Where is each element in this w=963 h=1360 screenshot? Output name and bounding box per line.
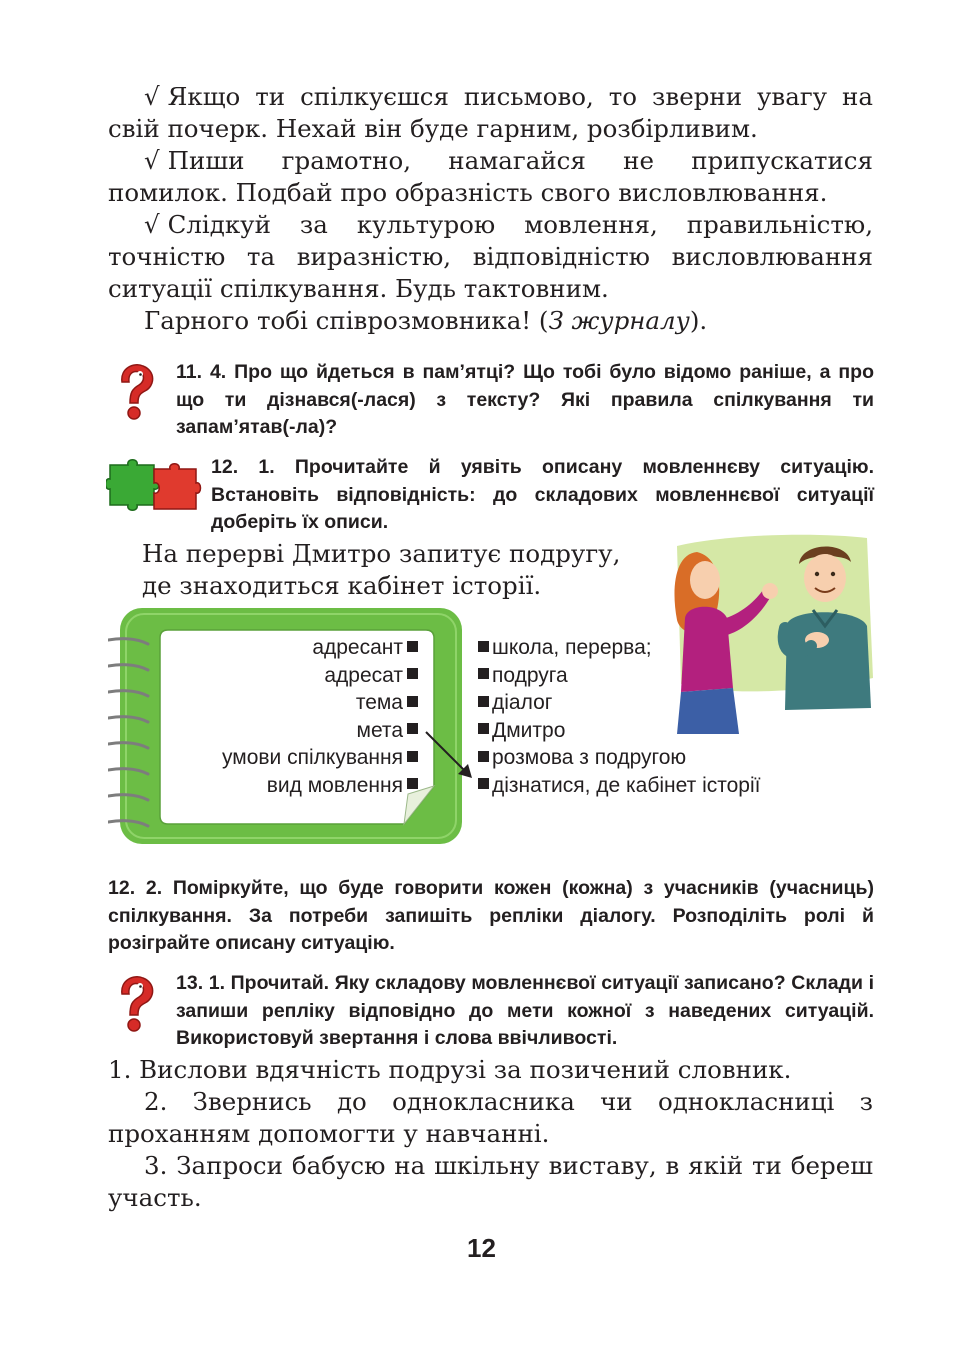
puzzle-icon xyxy=(106,455,202,515)
bullet-square xyxy=(407,751,418,762)
bullet-square xyxy=(478,696,489,707)
matching-description: розмова з подругою xyxy=(478,744,778,772)
bullet-square xyxy=(407,723,418,734)
bullet-square xyxy=(478,641,489,652)
matching-term: мета xyxy=(160,717,418,745)
matching-term: адресант xyxy=(160,634,418,662)
question-mark-icon xyxy=(110,972,166,1034)
check-mark: √ xyxy=(144,146,160,175)
page-number: 12 xyxy=(467,1233,496,1263)
matching-term: адресат xyxy=(160,662,418,690)
matching-term: умови спілкування xyxy=(160,744,418,772)
bullet-square xyxy=(478,723,489,734)
matching-description: подруга xyxy=(478,662,778,690)
matching-right-column xyxy=(478,634,778,799)
source-citation: З журналу xyxy=(548,306,690,335)
task-12-2: 12. 2. Поміркуйте, що буде говорити кожен (кожна) з учасників (учасниць) спілкування. За потреби запишіть репліки діалогу. Розподіліть ролі й розіграйте описану ситуацію. xyxy=(108,877,874,954)
task-12-1: 12. 1. Прочитайте й уявіть описану мовленнєву ситуацію. Встановіть відповідність: до складових мовленнєвої ситуації доберіть їх описи. xyxy=(211,456,874,533)
list-item-3: 3. Запроси бабусю на шкільну виставу, в якій ти береш участь. xyxy=(108,1151,873,1212)
check-mark: √ xyxy=(144,82,160,111)
matching-description: діалог xyxy=(478,689,778,717)
list-item-2: 2. Звернись до однокласника чи однокласниці з проханням допомогти у навчанні. xyxy=(108,1087,873,1148)
task-13-1: 13. 1. Прочитай. Яку складову мовленнєвої ситуації записано? Склади і запиши репліку відповідно до мети кожної з наведених ситуацій. Використовуй звертання і слова ввічливості. xyxy=(176,972,874,1049)
question-mark-icon xyxy=(110,360,166,422)
intro-paragraph-3: √ Слідкуй за культурою мовлення, правильністю, точністю та виразністю, відповідністю висловлювання ситуації спілкування. Будь тактовним. xyxy=(108,210,873,303)
matching-arrow-icon xyxy=(424,730,476,782)
matching-description: школа, перерва; xyxy=(478,634,778,662)
matching-description: дізнатися, де кабінет історії xyxy=(478,772,778,800)
bullet-square xyxy=(407,696,418,707)
bullet-square xyxy=(478,668,489,679)
intro-paragraph-4: Гарного тобі співрозмовника! (З журналу). xyxy=(144,306,708,335)
intro-paragraph-1: √ Якщо ти спілкуєшся письмово, то зверни увагу на свій почерк. Нехай він буде гарним, розбірливим. xyxy=(108,82,873,143)
bullet-square xyxy=(407,668,418,679)
situation-line-1: На перерві Дмитро запитує подругу, xyxy=(142,539,621,568)
bullet-square xyxy=(407,641,418,652)
situation-line-2: де знаходиться кабінет історії. xyxy=(142,571,542,600)
matching-term: вид мовлення xyxy=(160,772,418,800)
matching-description: Дмитро xyxy=(478,717,778,745)
bullet-square xyxy=(407,778,418,789)
matching-term: тема xyxy=(160,689,418,717)
list-item-1: 1. Вислови вдячність подрузі за позичений словник. xyxy=(108,1055,792,1084)
task-11-4: 11. 4. Про що йдеться в пам’ятці? Що тобі було відомо раніше, а про що ти дізнався(-лася) з тексту? Які правила спілкування ти запам’ятав(-ла)? xyxy=(176,361,874,438)
bullet-square xyxy=(478,751,489,762)
bullet-square xyxy=(478,778,489,789)
intro-paragraph-2: √ Пиши грамотно, намагайся не припускатися помилок. Подбай про образність свого висловлювання. xyxy=(108,146,873,207)
check-mark: √ xyxy=(144,210,160,239)
matching-left-column xyxy=(160,634,418,799)
